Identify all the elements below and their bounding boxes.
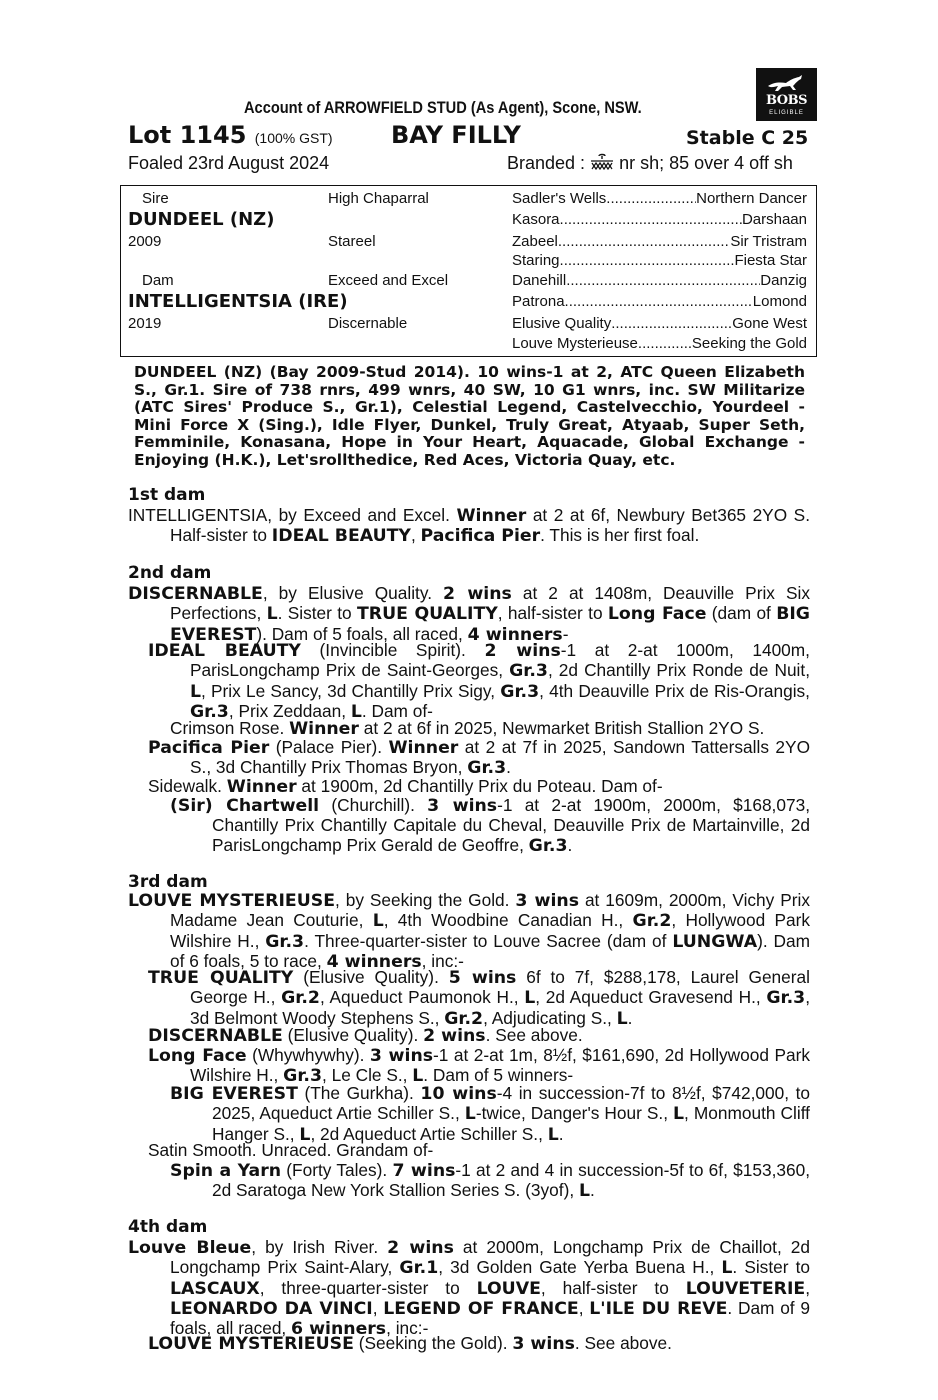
branded-prefix: Branded : [507, 153, 586, 173]
pedigree-g3-row [512, 211, 807, 228]
lot-title: BAY FILLY [391, 121, 521, 149]
sire-dam: Stareel [328, 233, 376, 250]
text-run: at 2000m, Longchamp Prix de Chaillot, 2d Longchamp Prix Saint-Alary, [170, 1237, 810, 1278]
pedigree-g3-row [512, 190, 807, 207]
text-run: , half-sister to [497, 603, 608, 624]
text-run: , inc:- [386, 1318, 429, 1339]
text-run: -4 in succession-7f to 8½f, $742,000, to 2025, Aqueduct Artie Schiller S., [212, 1083, 811, 1124]
text-run: . Dam of 9 foals, all raced, [170, 1297, 810, 1339]
text-run: (The Gurkha). [297, 1083, 421, 1103]
text-run: (Elusive Quality). [282, 1025, 424, 1045]
dot-leader [566, 272, 760, 289]
text-run: Crimson Rose. [170, 718, 290, 738]
para-1st-dam [128, 506, 810, 547]
pedigree-g3-row [512, 233, 807, 250]
text-run: at 2 at 6f in 2025, Newmarket British Stallion 2YO S. [358, 718, 765, 738]
produce-satin-smooth [148, 1141, 810, 1160]
text-run: , 2d Aqueduct Gravesend H., [535, 987, 767, 1008]
dam-label: Dam [142, 272, 174, 289]
text-run: . Dam of- [361, 700, 433, 721]
bold-run: 3 wins [427, 796, 498, 816]
bold-run: 2 wins [443, 584, 512, 604]
bold-run: IDEAL BEAUTY [148, 641, 301, 661]
bold-run: Winner [388, 738, 459, 758]
lot-number [128, 121, 333, 149]
foaled-date: Foaled 23rd August 2024 [128, 153, 330, 173]
text-run: , inc:- [421, 950, 464, 971]
dot-leader [560, 252, 735, 269]
para-4th-dam [128, 1238, 810, 1339]
text-run: . Dam of 5 winners- [423, 1065, 574, 1086]
pedigree-g3-row [512, 335, 807, 352]
sire-name: DUNDEEL (NZ) [128, 209, 275, 230]
text-run: , three-quarter-sister to [259, 1277, 477, 1298]
account-line: Account of ARROWFIELD STUD (As Agent), Scone, NSW. [244, 98, 642, 117]
bold-run: Long Face [607, 604, 707, 625]
pedigree-g3-left: Staring [512, 252, 560, 269]
bold-run: 3 wins [512, 1334, 575, 1354]
text-run: , 2d Chantilly Prix Ronde de Nuit, [547, 660, 810, 681]
branded-suffix: nr sh; 85 over 4 off sh [619, 153, 793, 173]
bold-run: 3 wins [369, 1046, 434, 1066]
pedigree-g3-row [512, 293, 807, 310]
heading-2nd-dam: 2nd dam [128, 563, 212, 583]
dam-dam: Discernable [328, 315, 408, 332]
dam-year: 2019 [128, 315, 162, 332]
bold-run: Gr.3 [528, 835, 568, 856]
text-run: , Adjudicating S., [483, 1007, 617, 1028]
bold-run: IDEAL BEAUTY [271, 526, 411, 547]
bold-run: Winner [226, 777, 297, 797]
heading-4th-dam: 4th dam [128, 1217, 208, 1237]
text-run: (Invincible Spirit). [300, 640, 485, 660]
text-run: at 2 at 6f, Newbury Bet365 2YO S. Half-sister to [170, 505, 810, 546]
branded-info [507, 153, 793, 174]
bold-run: Louve Bleue [128, 1238, 252, 1258]
pedigree-g3-left: Elusive Quality [512, 315, 612, 332]
dot-leader [560, 211, 742, 228]
bold-run: Gr.2 [444, 1008, 484, 1029]
text-run: at 2 at 1408m, Deauville Prix Six Perfections, [170, 583, 810, 624]
produce-long-face [148, 1046, 810, 1087]
bold-run: BIG EVEREST [170, 604, 810, 645]
stable-number: Stable C 25 [686, 127, 809, 149]
text-run: . [627, 1007, 633, 1028]
bold-run: 10 wins [420, 1084, 497, 1104]
text-run: , by Irish River. [251, 1237, 388, 1257]
text-run: , half-sister to [540, 1277, 686, 1298]
text-run: at 1900m, 2d Chantilly Prix du Poteau. Dam of- [296, 776, 663, 796]
pedigree-g3-left: Patrona [512, 293, 565, 310]
logo-subtext: ELIGIBLE [769, 110, 804, 116]
text-run: (dam of [706, 603, 777, 624]
produce-discernable [148, 1026, 810, 1046]
bold-run: L [721, 1258, 733, 1279]
horse-icon [766, 74, 806, 92]
bold-run: LASCAUX [170, 1278, 260, 1299]
pedigree-g3-row [512, 315, 807, 332]
pedigree-g3-right: Lomond [752, 293, 807, 310]
bold-run: Gr.3 [766, 988, 806, 1009]
pedigree-g3-right: Darshaan [741, 211, 807, 228]
bold-run: Gr.3 [283, 1066, 322, 1087]
bold-run: Gr.3 [509, 661, 548, 682]
pedigree-g3-row [512, 272, 807, 289]
text-run: . [567, 834, 573, 855]
bold-run: L [266, 604, 278, 625]
text-run: . Sister to [732, 1257, 811, 1278]
bold-run: L'ILE DU REVE [589, 1298, 728, 1319]
text-run: . Three-quarter-sister to Louve Sacree (dam of [304, 930, 673, 951]
sire-label: Sire [142, 190, 169, 207]
bold-run: BIG EVEREST [170, 1084, 298, 1104]
pedigree-g3-right: Danzig [760, 272, 807, 289]
produce-true-quality [148, 968, 810, 1029]
bold-run: 5 wins [448, 968, 517, 988]
text-run: , [410, 525, 421, 546]
pedigree-g3-right: Fiesta Star [734, 252, 807, 269]
produce-pacifica-pier [148, 738, 810, 779]
text-run: , Aqueduct Paumonok H., [319, 987, 525, 1008]
bold-run: L [412, 1066, 424, 1087]
text-run: Satin Smooth. Unraced. Grandam of- [148, 1140, 434, 1160]
text-run: 6f to 7f, $288,178, Laurel General George H., [190, 967, 810, 1008]
bold-run: LEGEND OF FRANCE [383, 1298, 579, 1319]
bold-run: L [299, 1124, 311, 1145]
text-run: (Palace Pier). [269, 737, 389, 757]
bobs-eligible-logo [756, 68, 817, 121]
bold-run: L [524, 988, 536, 1009]
text-run: , Prix Le Sancy, 3d Chantilly Prix Sigy, [201, 680, 501, 701]
bold-run: TRUE QUALITY [148, 968, 294, 988]
bold-run: Pacifica Pier [420, 526, 541, 547]
text-run: . See above. [574, 1333, 672, 1353]
bold-run: L [616, 1008, 628, 1029]
text-run: Sidewalk. [148, 776, 227, 796]
pedigree-g3-left: Kasora [512, 211, 560, 228]
bold-run: TRUE QUALITY [356, 604, 498, 625]
brand-mark-icon [590, 153, 614, 171]
sire-year: 2009 [128, 233, 162, 250]
bold-run: 2 wins [387, 1238, 454, 1258]
bold-run: L [547, 1124, 559, 1145]
text-run: . See above. [485, 1025, 583, 1045]
dot-leader [606, 190, 696, 207]
dam-name: INTELLIGENTSIA (IRE) [128, 291, 348, 312]
text-run: -1 at 2-at 1m, 8½f, $161,690, 2d Hollywood Park Wilshire H., [190, 1045, 810, 1086]
pedigree-g3-left: Louve Mysterieuse [512, 335, 638, 352]
text-run: ). Dam of 6 foals, 5 to race, [170, 930, 810, 971]
produce-spin-a-yarn [170, 1161, 810, 1202]
text-run: (Seeking the Gold). [353, 1333, 513, 1353]
bold-run: Gr.2 [632, 911, 672, 932]
pedigree-table [120, 185, 817, 357]
text-run: , 4th Woodbine Canadian H., [383, 910, 633, 931]
text-run: - [562, 623, 569, 644]
lot-label: Lot 1145 [128, 121, 247, 149]
bold-run: L [673, 1104, 685, 1125]
text-run: . [506, 757, 511, 778]
text-run: -twice, Danger's Hour S., [475, 1103, 674, 1124]
text-run: at 1609m, 2000m, Vichy Prix Madame Jean Couturie, [170, 890, 810, 931]
text-run: -1 at 2-at 1000m, 1400m, ParisLongchamp Prix de Saint-Georges, [190, 640, 810, 681]
text-run: , [578, 1297, 590, 1318]
pedigree-g3-row [512, 252, 807, 269]
bold-run: 2 wins [484, 641, 561, 661]
bold-run: LUNGWA [672, 931, 758, 952]
bold-run: LOUVE MYSTERIEUSE [128, 891, 335, 911]
text-run: (Whywhywhy). [246, 1045, 370, 1065]
gst-note: (100% GST) [254, 130, 333, 146]
heading-1st-dam: 1st dam [128, 485, 206, 505]
bold-run: 3 wins [515, 891, 580, 911]
text-run: -1 at 2-at 1900m, 2000m, $168,073, Chantilly Prix Chantilly Capitale du Cheval, Deauville Prix de Martainville, 2d ParisLongchamp Prix Gerald de Geoffre, [212, 795, 810, 855]
bold-run: L [190, 681, 202, 702]
bold-run: Gr.3 [265, 931, 305, 952]
text-run: , 4th Deauville Prix de Ris-Orangis, [539, 680, 810, 701]
pedigree-g3-right: Gone West [732, 315, 807, 332]
text-run: , Hollywood Park Wilshire H., [170, 910, 811, 951]
bold-run: 2 wins [423, 1026, 486, 1046]
text-run: ). Dam of 5 foals, all raced, [256, 623, 468, 644]
text-run: (Elusive Quality). [293, 967, 449, 987]
bold-run: Long Face [148, 1046, 247, 1066]
bold-run: Winner [289, 719, 359, 739]
bold-run: Gr.3 [190, 701, 229, 722]
dot-leader [638, 335, 692, 352]
text-run: INTELLIGENTSIA, by Exceed and Excel. [128, 505, 457, 525]
text-run: , [372, 1297, 384, 1318]
produce-sir-chartwell [170, 796, 810, 856]
text-run: , 2d Aqueduct Artie Schiller S., [310, 1123, 548, 1144]
para-2nd-dam [128, 584, 810, 645]
pedigree-g3-right: Northern Dancer [696, 190, 807, 207]
bold-run: LOUVE MYSTERIEUSE [148, 1334, 354, 1354]
bold-run: Gr.3 [500, 681, 540, 702]
dot-leader [565, 293, 753, 310]
text-run: , 3d Belmont Woody Stephens S., [190, 987, 811, 1028]
text-run: . Sister to [277, 603, 357, 624]
pedigree-g3-left: Sadler's Wells [512, 190, 607, 207]
bold-run: L [350, 701, 362, 722]
text-run: . [558, 1123, 564, 1144]
bold-run: L [578, 1181, 590, 1202]
text-run: , Le Cle S., [321, 1065, 413, 1086]
text-run: at 2 at 7f in 2025, Sandown Tattersalls 2YO S., 3d Chantilly Prix Thomas Bryon, [190, 737, 811, 778]
bold-run: LOUVE [476, 1278, 541, 1299]
bold-run: DISCERNABLE [128, 584, 263, 604]
text-run: (Forty Tales). [281, 1160, 393, 1180]
text-run: -1 at 2 and 4 in succession-5f to 6f, $153,360, 2d Saratoga New York Stallion Series S. (3yof), [212, 1160, 811, 1201]
text-run: , Prix Zeddaan, [228, 700, 351, 721]
dot-leader [558, 233, 730, 250]
text-run: , Monmouth Cliff Hanger S., [212, 1103, 810, 1144]
bold-run: Gr.1 [399, 1258, 439, 1279]
para-3rd-dam [128, 891, 810, 972]
produce-louve-mysterieuse [148, 1334, 810, 1354]
bold-run: Gr.2 [281, 988, 320, 1009]
bold-run: LOUVETERIE [685, 1278, 806, 1299]
sire-summary: DUNDEEL (NZ) (Bay 2009-Stud 2014). 10 wins-1 at 2, ATC Queen Elizabeth S., Gr.1. Sire of 738 rnrs, 499 wnrs, 40 SW, 10 G1 wnrs, inc. SW Militarize (ATC Sires' Produce S., Gr.1), Celestial Legend, Castelvecchio, Yourdeel - Mini Force X (Sing.), Idle Flyer, Dunkel, Truly Great, Atyaab, Super Seth, Femminile, Konasana, Hope in Your Heart, Aquacade, Global Exchange - Enjoying (H.K.), Let'srollthedice, Red Aces, Victoria Quay, etc. [134, 363, 805, 469]
bold-run: L [464, 1104, 476, 1125]
text-run: . [589, 1180, 595, 1201]
bold-run: (Sir) Chartwell [170, 796, 320, 816]
text-run: , by Elusive Quality. [262, 583, 444, 603]
bold-run: L [372, 911, 384, 932]
dot-leader [611, 315, 732, 332]
bold-run: LEONARDO DA VINCI [170, 1298, 373, 1319]
bold-run: Spin a Yarn [170, 1161, 282, 1181]
dam-sire: Exceed and Excel [328, 272, 449, 289]
bold-run: 6 winners [291, 1319, 387, 1340]
bold-run: Gr.3 [467, 758, 507, 779]
pedigree-g3-right: Seeking the Gold [691, 335, 807, 352]
text-run: . This is her first foal. [540, 525, 700, 546]
text-run: (Churchill). [319, 795, 428, 815]
produce-ideal-beauty [148, 641, 810, 722]
text-run: , 3d Golden Gate Yerba Buena H., [438, 1257, 722, 1278]
bold-run: 4 winners [467, 624, 563, 645]
bold-run: Pacifica Pier [148, 738, 270, 758]
logo-text: BOBS [766, 93, 807, 108]
pedigree-g3-left: Danehill [512, 272, 567, 289]
pedigree-g3-right: Sir Tristram [730, 233, 807, 250]
text-run: , by Seeking the Gold. [335, 890, 516, 910]
bold-run: DISCERNABLE [148, 1026, 283, 1046]
bold-run: 7 wins [392, 1161, 456, 1181]
bold-run: Winner [456, 506, 527, 526]
produce-big-everest [170, 1084, 810, 1145]
sire-sire: High Chaparral [328, 190, 429, 207]
heading-3rd-dam: 3rd dam [128, 872, 208, 892]
text-run: , [805, 1277, 810, 1298]
pedigree-g3-left: Zabeel [512, 233, 558, 250]
bold-run: 4 winners [326, 951, 422, 972]
